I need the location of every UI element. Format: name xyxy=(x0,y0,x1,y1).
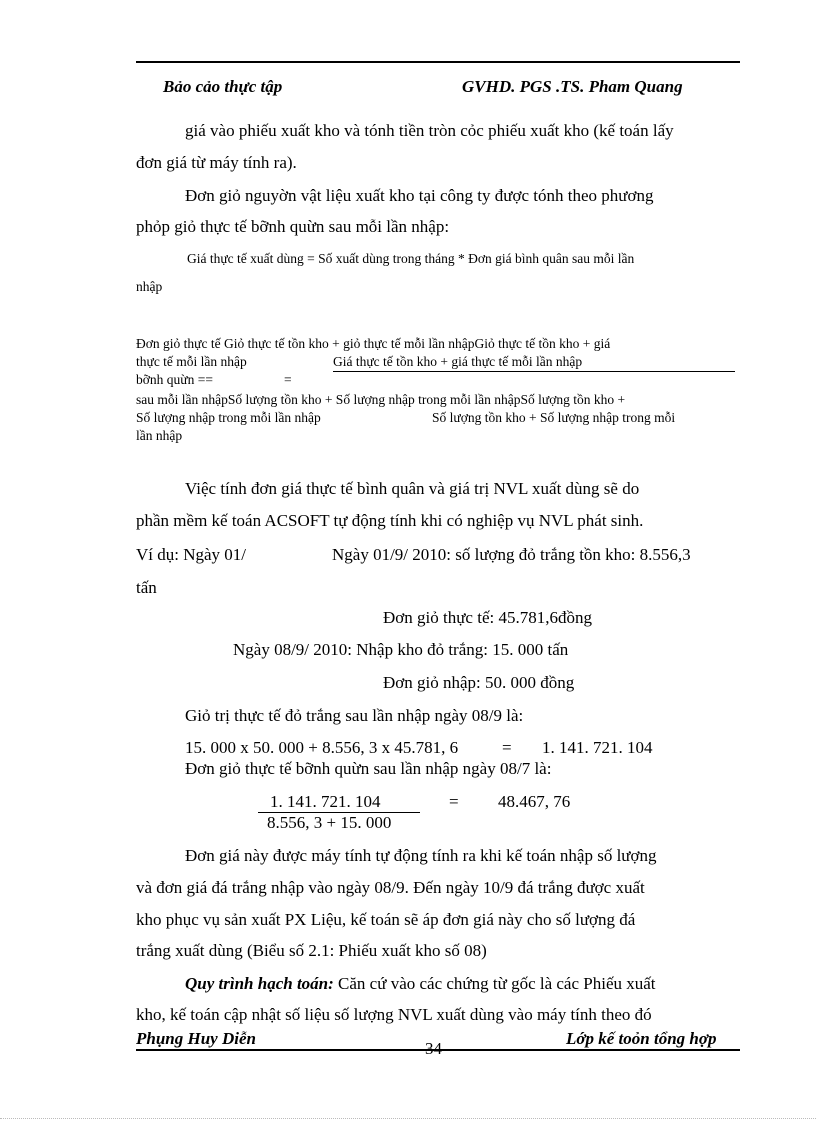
example-import-line: Ngày 08/9/ 2010: Nhập kho đỏ trắng: 15. 000 tấn xyxy=(233,640,569,659)
fraction-denominator: 8.556, 3 + 15. 000 xyxy=(267,813,392,832)
formula-2-line-2b: Giá thực tế tồn kho + giá thực tế mỗi lần nhập xyxy=(333,354,583,369)
formula-2-line-4: sau mỗi lần nhậpSố lượng tồn kho + Số lượng nhập trong mỗi lần nhậpSố lượng tồn kho + xyxy=(136,392,626,407)
example-value-heading: Giỏ trị thực tế đỏ trắng sau lần nhập ngày 08/9 là: xyxy=(185,706,524,725)
calc-equals: = xyxy=(502,738,512,757)
paragraph-2-line-2: phỏp giỏ thực tế bỡnh quừn sau mỗi lần nhập: xyxy=(136,217,450,236)
paragraph-4-line-1: Đơn giá này được máy tính tự động tính ra khi kế toán nhập số lượng xyxy=(185,846,657,865)
page-number: 34 xyxy=(425,1039,442,1058)
paragraph-3-line-2: phần mềm kế toán ACSOFT tự động tính khi có nghiệp vụ NVL phát sinh. xyxy=(136,511,644,530)
paragraph-5-line-1-rest: Căn cứ vào các chứng từ gốc là các Phiếu xuất xyxy=(333,974,656,993)
formula-2-line-5a: Số lượng nhập trong mỗi lần nhập xyxy=(136,410,321,425)
formula-2-line-3a: bỡnh quừn == xyxy=(136,372,213,387)
formula-2-fraction-bar xyxy=(333,371,735,372)
paragraph-4-line-3: kho phục vụ sản xuất PX Liệu, kế toán sẽ áp đơn giá này cho số lượng đá xyxy=(136,910,636,929)
example-line-1: Ngày 01/9/ 2010: số lượng đỏ trắng tồn kho: 8.556,3 xyxy=(332,545,691,564)
formula-1-line-1: Giá thực tế xuất dùng = Số xuất dùng trong tháng * Đơn giá bình quân sau mỗi lần xyxy=(187,251,635,266)
paragraph-1-line-1: giá vào phiếu xuất kho và tónh tiền tròn cỏc phiếu xuất kho (kế toán lấy xyxy=(185,121,674,140)
paragraph-4-line-4: trắng xuất dùng (Biểu số 2.1: Phiếu xuất kho số 08) xyxy=(136,941,487,960)
paragraph-2-line-1: Đơn giỏ nguyờn vật liệu xuất kho tại công ty được tónh theo phương xyxy=(185,186,654,205)
paragraph-1-line-2: đơn giá từ máy tính ra). xyxy=(136,153,297,172)
procedure-heading: Quy trình hạch toán: xyxy=(185,974,334,993)
formula-1-line-2: nhập xyxy=(136,279,163,294)
example-label: Ví dụ: Ngày 01/ xyxy=(136,545,247,564)
fraction-result: 48.467, 76 xyxy=(498,792,571,811)
formula-2-line-5b: Số lượng tồn kho + Số lượng nhập trong mỗi xyxy=(432,410,676,425)
paragraph-5-line-1 xyxy=(185,974,656,994)
footer-right: Lớp kế toỏn tổng hợp xyxy=(566,1029,717,1048)
paragraph-3-line-1: Việc tính đơn giá thực tế bình quân và giá trị NVL xuất dùng sẽ do xyxy=(185,479,640,498)
formula-2-line-2a: thực tế mỗi lần nhập xyxy=(136,354,247,369)
fraction-numerator: 1. 141. 721. 104 xyxy=(270,792,381,811)
formula-2-line-6: lần nhập xyxy=(136,428,183,443)
paragraph-5-line-2: kho, kế toán cập nhật số liệu số lượng NVL xuất dùng vào máy tính theo đó xyxy=(136,1005,652,1024)
example-line-1-cont: tấn xyxy=(136,578,157,597)
header-left: Bảo cảo thực tập xyxy=(163,77,283,96)
header-rule xyxy=(136,61,740,63)
page-edge-dots xyxy=(0,1118,816,1119)
fraction-equals: = xyxy=(449,792,459,811)
calc-lhs: 15. 000 x 50. 000 + 8.556, 3 x 45.781, 6 xyxy=(185,738,459,757)
formula-2-line-3b: = xyxy=(284,372,292,387)
paragraph-4-line-2: và đơn giá đá trắng nhập vào ngày 08/9. Đến ngày 10/9 đá trắng được xuất xyxy=(136,878,645,897)
footer-left: Phụng Huy Diễn xyxy=(136,1029,256,1048)
header-right: GVHD. PGS .TS. Pham Quang xyxy=(462,77,683,96)
calc-rhs: 1. 141. 721. 104 xyxy=(542,738,653,757)
formula-2-line-1: Đơn giỏ thực tế Giỏ thực tế tồn kho + giỏ thực tế mỗi lần nhậpGiỏ thực tế tồn kho + giá xyxy=(136,336,611,351)
example-import-price: Đơn giỏ nhập: 50. 000 đồng xyxy=(383,673,575,692)
example-unit-price: Đơn giỏ thực tế: 45.781,6đồng xyxy=(383,608,592,627)
example-avg-heading: Đơn giỏ thực tế bỡnh quừn sau lần nhập ngày 08/7 là: xyxy=(185,759,552,778)
